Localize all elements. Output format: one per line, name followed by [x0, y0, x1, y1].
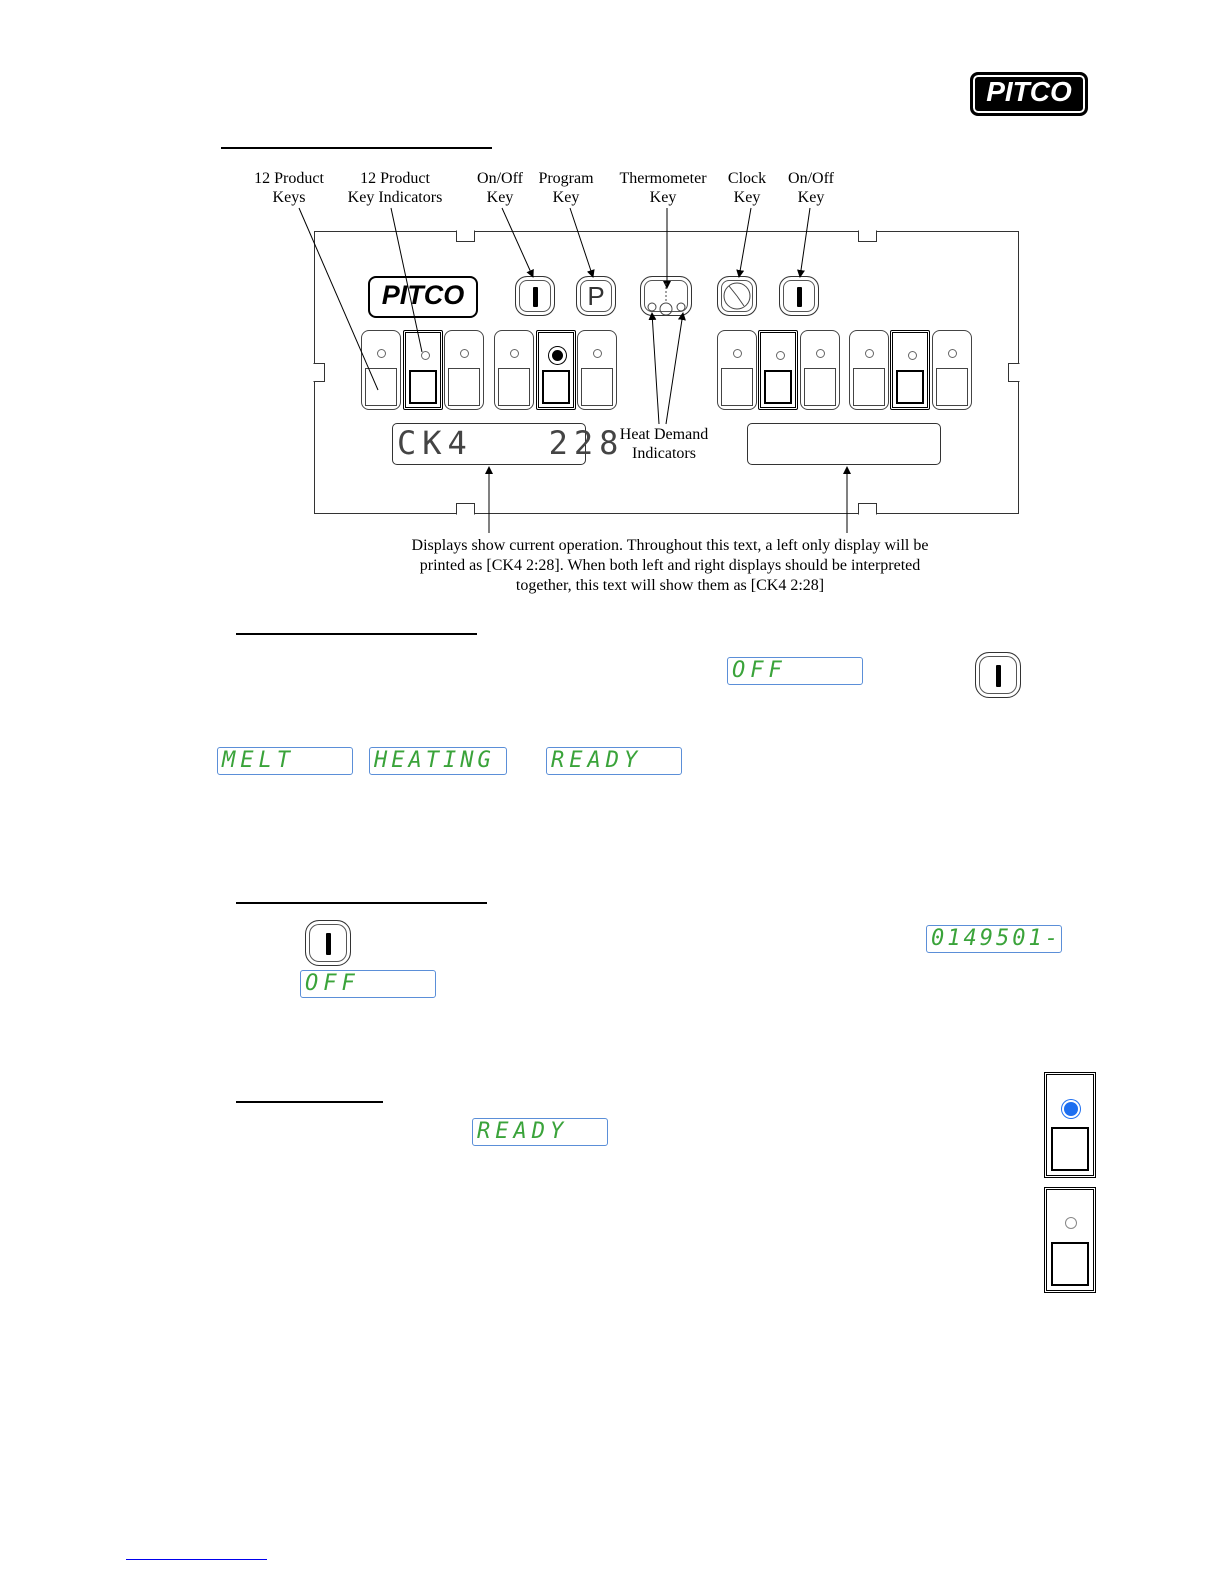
label-heat-demand: Heat Demand Indicators: [619, 426, 709, 462]
display-off-2: OFF: [300, 970, 436, 998]
left-display-text: CK4 228: [397, 424, 625, 462]
label-onoff-right: On/Off Key: [788, 170, 834, 206]
indicator-off-example: [1044, 1187, 1096, 1293]
display-melt: MELT: [217, 747, 353, 775]
display-code: 0149501-: [926, 925, 1062, 953]
display-ready-1: READY: [546, 747, 682, 775]
off-indicator-icon: [1065, 1217, 1077, 1229]
panel-logo: PITCO: [368, 276, 478, 318]
label-onoff-left: On/Off Key: [477, 170, 523, 206]
display-ready-2: READY: [472, 1118, 608, 1146]
onoff-key-icon-2: [305, 920, 351, 966]
logo-text: PITCO: [986, 76, 1072, 107]
indicator-lit-example: [1044, 1072, 1096, 1178]
label-thermometer: Thermometer Key: [619, 170, 707, 206]
diagram-caption: Displays show current operation. Throughout this text, a left only display will be printed as [CK4 2:28]. When both left and right displays should be interpreted together, this text will show them as [CK4 2:28]: [411, 537, 929, 594]
label-product-keys: 12 Product Keys: [254, 170, 324, 206]
program-key[interactable]: P: [576, 276, 616, 316]
display-off-1: OFF: [727, 657, 863, 685]
blue-indicator-icon: [1064, 1102, 1078, 1116]
label-program: Program Key: [538, 170, 594, 206]
display-heating: HEATING: [369, 747, 507, 775]
label-clock: Clock Key: [727, 170, 767, 206]
logo-mark: ®: [1026, 121, 1032, 130]
onoff-key-icon-1: [975, 652, 1021, 698]
label-key-indicators: 12 Product Key Indicators: [347, 170, 443, 206]
